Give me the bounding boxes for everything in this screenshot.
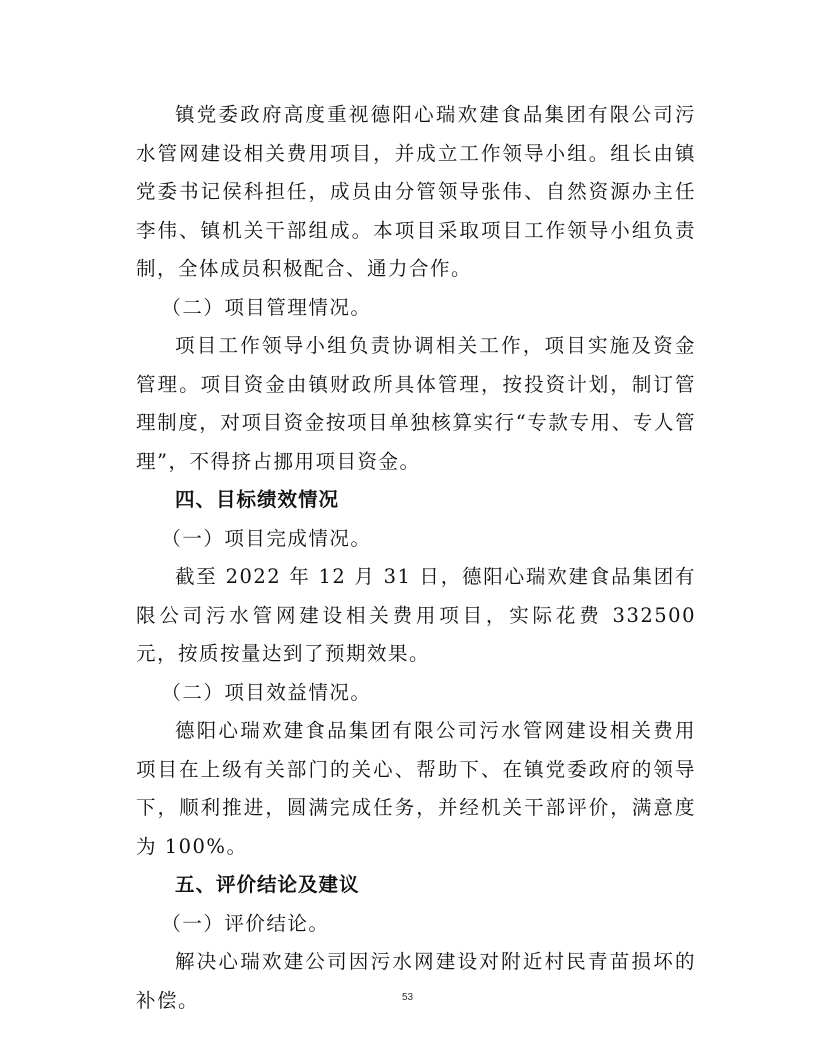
heading-goal-performance: 四、目标绩效情况 <box>175 488 340 511</box>
subheading-project-benefits: （二）项目效益情况。 <box>161 680 372 704</box>
document-body <box>136 96 696 1020</box>
paragraph-project-completion: 截至 2022 年 12 月 31 日，德阳心瑞欢建食品集团有限公司污水管网建设相关费用项目，实际花费 332500 元，按质按量达到了预期效果。 <box>136 565 696 665</box>
paragraph-evaluation-conclusion: 解决心瑞欢建公司因污水网建设对附近村民青苗损坏的补偿。 <box>136 950 696 1012</box>
subheading-evaluation-conclusion: （一）评价结论。 <box>161 911 330 935</box>
paragraph-project-benefits: 德阳心瑞欢建食品集团有限公司污水管网建设相关费用项目在上级有关部门的关心、帮助下、在镇党委政府的领导下，顺利推进，圆满完成任务，并经机关干部评价，满意度为 100%。 <box>136 719 696 858</box>
page-number: 53 <box>401 992 414 1003</box>
paragraph-leadership-group: 镇党委政府高度重视德阳心瑞欢建食品集团有限公司污水管网建设相关费用项目，并成立工作领导小组。组长由镇党委书记侯科担任，成员由分管领导张伟、自然资源办主任李伟、镇机关干部组成。本项目采取项目工作领导小组负责制，全体成员积极配合、通力合作。 <box>136 103 696 280</box>
subheading-project-management: （二）项目管理情况。 <box>161 295 372 319</box>
subheading-project-completion: （一）项目完成情况。 <box>161 526 372 550</box>
paragraph-project-management: 项目工作领导小组负责协调相关工作，项目实施及资金管理。项目资金由镇财政所具体管理，按投资计划，制订管理制度，对项目资金按项目单独核算实行“专款专用、专人管理”，不得挤占挪用项目资金。 <box>136 334 696 473</box>
heading-conclusion-suggestions: 五、评价结论及建议 <box>175 873 360 896</box>
